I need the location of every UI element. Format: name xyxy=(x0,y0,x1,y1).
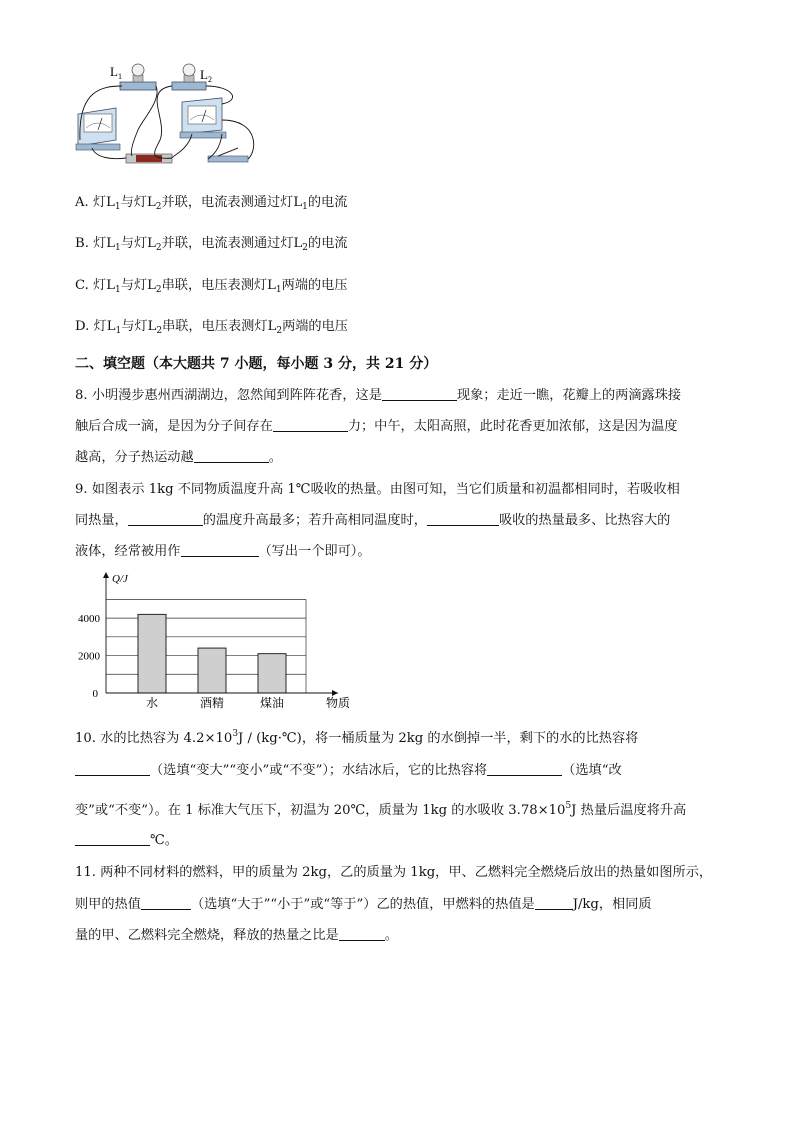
option-b: B. 灯$L_1$与灯$L_2$并联，电流表测通过灯$L_2$的电流 xyxy=(75,236,348,253)
switch xyxy=(208,148,248,162)
q8-line1: 8. 小明漫步惠州西湖湖边，忽然闻到阵阵花香，这是 现象；走近一瞧，花瓣上的两滴露珠接 xyxy=(75,388,682,403)
q8-line3: 越高，分子热运动越 。 xyxy=(75,450,282,465)
q11-blank-2[interactable] xyxy=(535,896,573,910)
q10-line4: ℃。 xyxy=(75,832,178,850)
y-tick-label: 2000 xyxy=(78,650,100,663)
q11-blank-3[interactable] xyxy=(339,927,385,941)
q11-line3: 量的甲、乙燃料完全燃烧，释放的热量之比是 。 xyxy=(75,928,398,943)
voltmeter xyxy=(76,108,120,150)
q8-blank-3[interactable] xyxy=(194,449,269,463)
q8-blank-1[interactable] xyxy=(382,387,457,401)
option-a: A. 灯$L_1$与灯$L_2$并联，电流表测通过灯$L_1$的电流 xyxy=(75,195,348,212)
chart-bars xyxy=(138,614,286,693)
q11-line2: 则甲的热值 （选填“大于”“小于”或“等于”）乙的热值，甲燃料的热值是 J/kg，相同质 xyxy=(75,897,652,912)
category-label: 水 xyxy=(145,696,159,710)
q9-line1: 9. 如图表示 1kg 不同物质温度升高 1℃吸收的热量。由图可知，当它们质量和初温都相同时，若吸收相 xyxy=(75,482,680,497)
q11-blank-1[interactable] xyxy=(141,896,191,910)
lamp-l2-label: $L_2$ xyxy=(200,67,212,84)
bar-0 xyxy=(138,614,166,693)
lamp-l1 xyxy=(120,64,156,90)
q9-line2: 同热量， 的温度升高最多；若升高相同温度时， 吸收的热量最多、比热容大的 xyxy=(75,513,671,528)
q10-line1: 10. 水的比热容为 $4.2\times 10^3J$ / (kg·℃)，将一桶质量为 2kg 的水倒掉一半，剩下的水的比热容将 xyxy=(75,729,639,746)
circuit-diagram xyxy=(72,60,262,172)
heat-bar-chart xyxy=(72,568,352,710)
q10-blank-3[interactable] xyxy=(75,832,150,846)
q9-line3: 液体，经常被用作 （写出一个即可）。 xyxy=(75,544,371,559)
q10-line3: 变”或“不变”）。在 1 标准大气压下，初温为 20℃，质量为 1kg 的水吸收 $3.78\times 10^5J$ 热量后温度将升高 xyxy=(75,801,687,818)
x-axis-label: 物质 xyxy=(326,696,351,710)
bar-1 xyxy=(198,648,226,693)
q10-blank-2[interactable] xyxy=(487,762,562,776)
option-d: D. 灯$L_1$与灯$L_2$串联，电压表测灯$L_2$两端的电压 xyxy=(75,319,348,336)
q8-line2: 触后合成一滴，是因为分子间存在 力；中午，太阳高照，此时花香更加浓郁，这是因为温度 xyxy=(75,419,678,434)
q9-blank-3[interactable] xyxy=(181,543,259,557)
y-axis-arrow xyxy=(103,572,109,578)
q11-line1: 11. 两种不同材料的燃料，甲的质量为 2kg，乙的质量为 1kg，甲、乙燃料完全燃烧后放出的热量如图所示， xyxy=(75,865,713,880)
heat-formula: $3.78\times 10^5$ xyxy=(508,801,572,818)
lamp-l1-label: $L_1$ xyxy=(110,64,122,81)
category-label: 煤油 xyxy=(259,696,285,710)
specific-heat-formula: $4.2\times 10^3J$ / (kg·℃) xyxy=(183,729,302,746)
q9-blank-1[interactable] xyxy=(128,512,203,526)
y-tick-label: 0 xyxy=(92,688,98,700)
q9-blank-2[interactable] xyxy=(427,512,499,526)
option-c: C. 灯$L_1$与灯$L_2$串联，电压表测灯$L_1$两端的电压 xyxy=(75,278,348,295)
q10-line2: （选填“变大”“变小”或“不变”）；水结冰后，它的比热容将 （选填“改 xyxy=(75,762,622,780)
q8-blank-2[interactable] xyxy=(273,418,348,432)
category-label: 酒精 xyxy=(199,696,225,710)
ammeter xyxy=(180,98,226,138)
q10-blank-1[interactable] xyxy=(75,762,150,776)
bar-2 xyxy=(258,654,286,693)
y-axis-label: Q/J xyxy=(112,573,128,585)
section-title: 二、填空题（本大题共 7 小题，每小题 3 分，共 21 分） xyxy=(75,356,438,372)
y-tick-label: 4000 xyxy=(78,613,100,626)
